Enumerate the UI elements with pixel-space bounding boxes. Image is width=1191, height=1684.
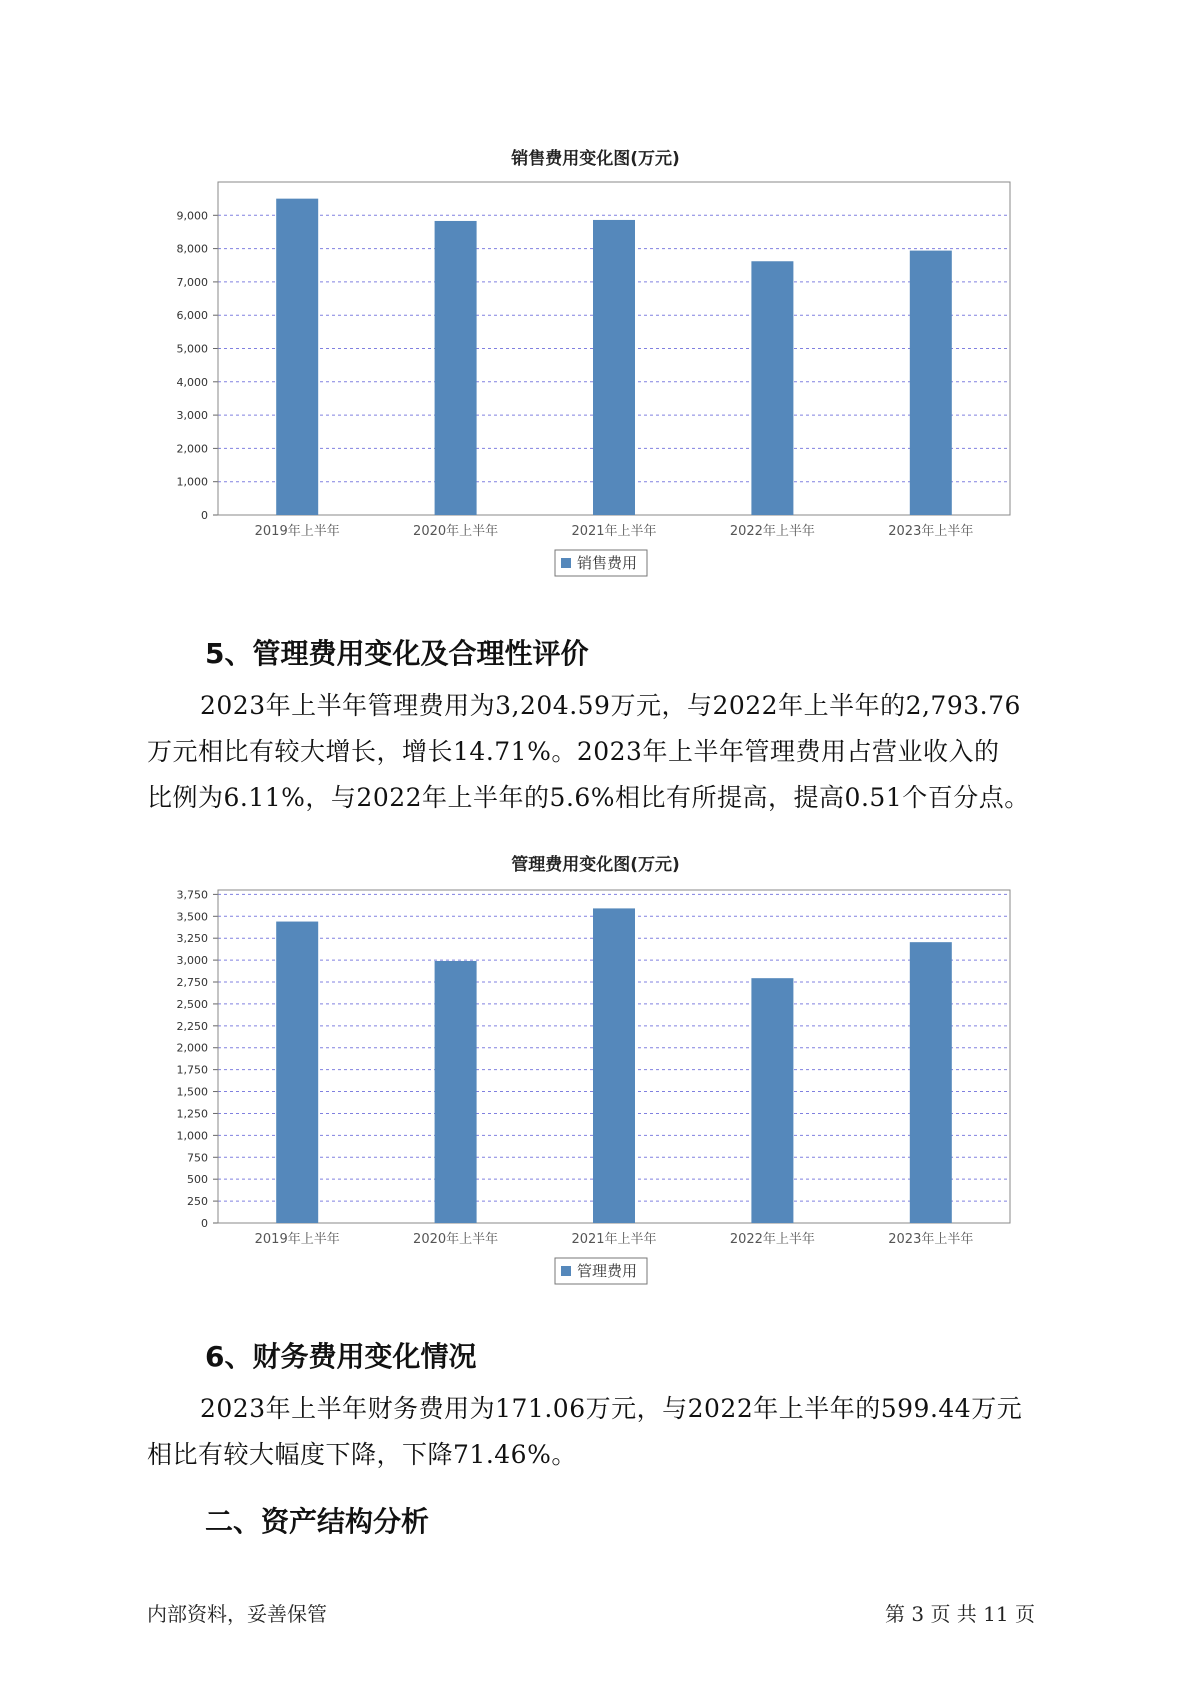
admin-expense-chart [0,878,1191,1298]
chart2-title: 管理费用变化图(万元) [511,855,680,875]
footer-page-number: 第 3 页 共 11 页 [885,1602,1035,1626]
y-tick-label: 2,750 [176,976,208,990]
y-tick-label: 8,000 [176,242,208,256]
chart1-title: 销售费用变化图(万元) [511,149,680,169]
section5-paragraph-line2: 万元相比有较大增长，增长14.71%。2023年上半年管理费用占营业收入的 [147,737,1000,766]
y-tick-label: 2,250 [176,1019,208,1033]
y-tick-label: 500 [187,1173,208,1187]
y-tick-label: 2,500 [176,997,208,1011]
sales-expense-chart [0,170,1191,590]
y-tick-label: 4,000 [176,375,208,389]
y-tick-label: 2,000 [176,1041,208,1055]
chart2 [0,878,1191,1298]
x-tick-label: 2020年上半年 [413,1232,499,1247]
y-tick-label: 750 [187,1151,208,1165]
section5-paragraph-line3: 比例为6.11%，与2022年上半年的5.6%相比有所提高，提高0.51个百分点。 [147,783,1030,812]
legend-label: 管理费用 [577,1262,638,1280]
y-tick-label: 6,000 [176,309,208,323]
x-tick-label: 2021年上半年 [571,1232,657,1247]
bar [910,942,952,1223]
y-tick-label: 3,250 [176,932,208,946]
section6-paragraph-line1: 2023年上半年财务费用为171.06万元，与2022年上半年的599.44万元 [200,1394,1023,1423]
y-tick-label: 7,000 [176,275,208,289]
section5-heading: 5、管理费用变化及合理性评价 [205,637,589,670]
y-tick-label: 1,750 [176,1063,208,1077]
x-tick-label: 2023年上半年 [888,1232,974,1247]
footer-confidential-note: 内部资料，妥善保管 [147,1602,327,1626]
y-tick-label: 3,750 [176,888,208,902]
legend-swatch [561,558,571,568]
bar [910,251,952,515]
x-tick-label: 2023年上半年 [888,524,974,539]
y-tick-label: 3,000 [176,954,208,968]
x-tick-label: 2022年上半年 [729,524,815,539]
bar [751,978,793,1223]
bar [593,908,635,1223]
x-tick-label: 2020年上半年 [413,524,499,539]
x-tick-label: 2019年上半年 [254,524,340,539]
y-tick-label: 1,250 [176,1107,208,1121]
bar [435,961,477,1223]
y-tick-label: 5,000 [176,342,208,356]
chart1 [0,170,1191,590]
y-tick-label: 1,000 [176,475,208,489]
y-tick-label: 3,000 [176,409,208,423]
bar [276,199,318,515]
legend-label: 销售费用 [577,554,638,572]
legend-swatch [561,1266,571,1276]
y-tick-label: 250 [187,1195,208,1209]
y-tick-label: 2,000 [176,442,208,456]
x-tick-label: 2021年上半年 [571,524,657,539]
bar [751,261,793,515]
section6-paragraph-line2: 相比有较大幅度下降，下降71.46%。 [147,1440,577,1469]
x-tick-label: 2019年上半年 [254,1232,340,1247]
bar [276,922,318,1223]
y-tick-label: 9,000 [176,209,208,223]
y-tick-label: 1,000 [176,1129,208,1143]
y-tick-label: 1,500 [176,1085,208,1099]
y-tick-label: 3,500 [176,910,208,924]
x-tick-label: 2022年上半年 [729,1232,815,1247]
section6-heading: 6、财务费用变化情况 [205,1340,477,1373]
y-tick-label: 0 [201,509,208,522]
y-tick-label: 0 [201,1217,208,1230]
bar [593,220,635,515]
bar [435,221,477,515]
section2-heading: 二、资产结构分析 [205,1505,430,1538]
section5-paragraph-line1: 2023年上半年管理费用为3,204.59万元，与2022年上半年的2,793.76 [200,691,1021,720]
